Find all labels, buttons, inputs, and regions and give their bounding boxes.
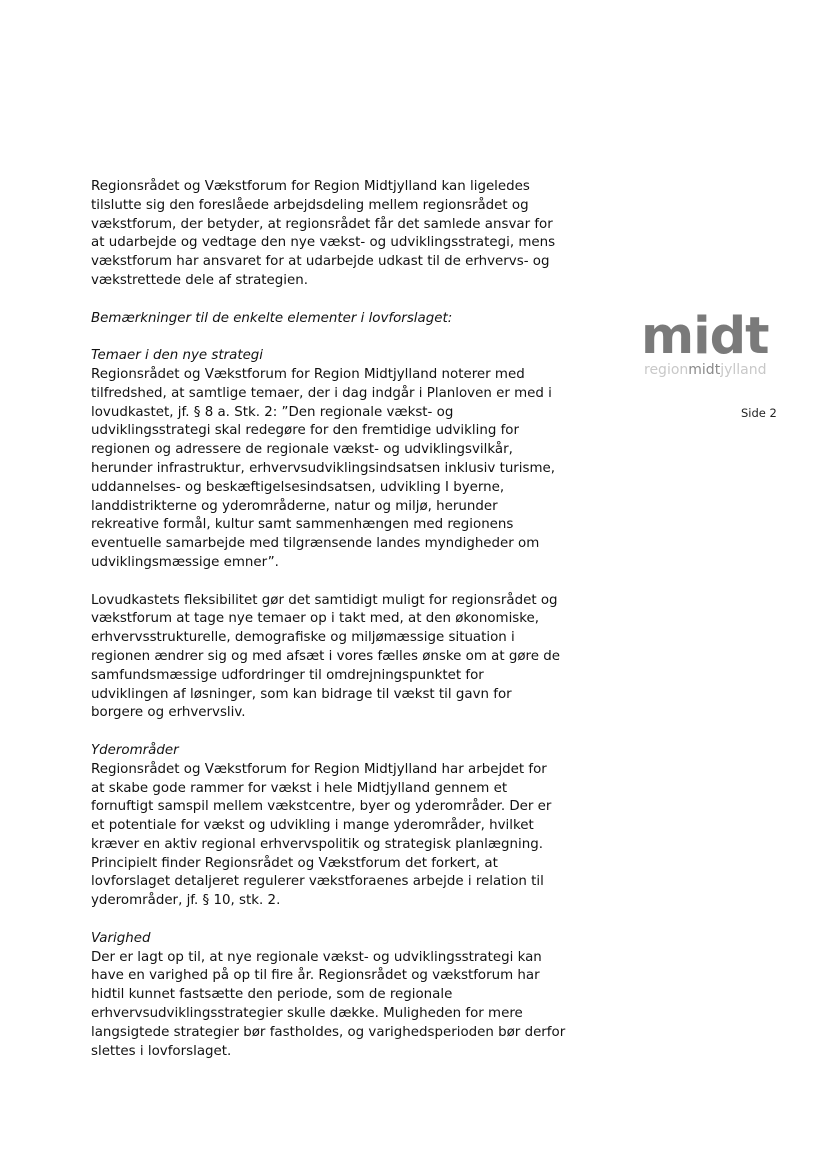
region-midtjylland-logo	[641, 307, 776, 382]
page-number: Side 2	[741, 406, 777, 420]
logo-subtitle	[644, 362, 766, 378]
flexibility-paragraph: Lovudkastets fleksibilitet gør det samtidigt muligt for regionsrådet og vækstforum at tage nye temaer op i takt med, at den økonomiske, erhvervsstrukturelle, demografiske og miljømæssige situation i regionen ændrer sig og med afsæt i vores fælles ønske om at gøre de samfundsmæssige udfordringer til omdrejningspunktet for udviklingen af løsninger, som kan bidrage til vækst til gavn for borgere og erhvervsliv.	[91, 592, 560, 721]
logo-wordmark: midt	[641, 307, 769, 366]
logo-sub-prefix: region	[644, 362, 689, 378]
logo-sub-suffix: jylland	[720, 362, 767, 378]
outer-areas-paragraph: Regionsrådet og Vækstforum for Region Midtjylland har arbejdet for at skabe gode rammer for vækst i hele Midtjylland gennem et fornuftigt samspil mellem vækstcentre, byer og yderområder. Der er et potentiale for vækst og udvikling i mange yderområder, hvilket kræver en aktiv regional erhvervspolitik og strategisk planlægning. Principielt finder Regionsrådet og Vækstforum det forkert, at lovforslaget detaljeret regulerer vækstforaenes arbejde i relation til yderområder, jf. § 10, stk. 2.	[91, 761, 552, 909]
duration-paragraph: Der er lagt op til, at nye regionale vækst- og udviklingsstrategi kan have en varighed på op til fire år. Regionsrådet og vækstforum har hidtil kunnet fastsætte den periode, som de regionale erhvervsudviklingsstrategier skulle dække. Muligheden for mere langsigtede strategier bør fastholdes, og varighedsperioden bør derfor slettes i lovforslaget.	[91, 949, 566, 1059]
remarks-heading: Bemærkninger til de enkelte elementer i lovforslaget:	[91, 310, 453, 326]
duration-heading: Varighed	[91, 930, 151, 946]
logo-sub-mid: midt	[688, 362, 721, 378]
outer-areas-heading: Yderområder	[91, 742, 179, 758]
intro-paragraph: Regionsrådet og Vækstforum for Region Midtjylland kan ligeledes tilslutte sig den foreslåede arbejdsdeling mellem regionsrådet og vækstforum, der betyder, at regionsrådet får det samlede ansvar for at udarbejde og vedtage den nye vækst- og udviklingsstrategi, mens vækstforum har ansvaret for at udarbejde udkast til de erhvervs- og vækstrettede dele af strategien.	[91, 179, 556, 288]
document-body	[91, 178, 571, 1061]
themes-paragraph: Regionsrådet og Vækstforum for Region Midtjylland noterer med tilfredshed, at samtlige temaer, der i dag indgår i Planloven er med i lovudkastet, jf. § 8 a. Stk. 2: ”Den regionale vækst- og udviklingsstrategi skal redegøre for den fremtidige udvikling for regionen og adressere de regionale vækst- og udviklingsvilkår, herunder infrastruktur, erhvervsudviklingsindsatsen inklusiv turisme, uddannelses- og beskæftigelsesindsatsen, udvikling I byerne, landdistrikterne og yderområderne, natur og miljø, herunder rekreative formål, kultur samt sammenhængen med regionens eventuelle samarbejde med tilgrænsende landes myndigheder om udviklingsmæssige emner”.	[91, 366, 556, 570]
themes-heading: Temaer i den nye strategi	[91, 348, 264, 364]
